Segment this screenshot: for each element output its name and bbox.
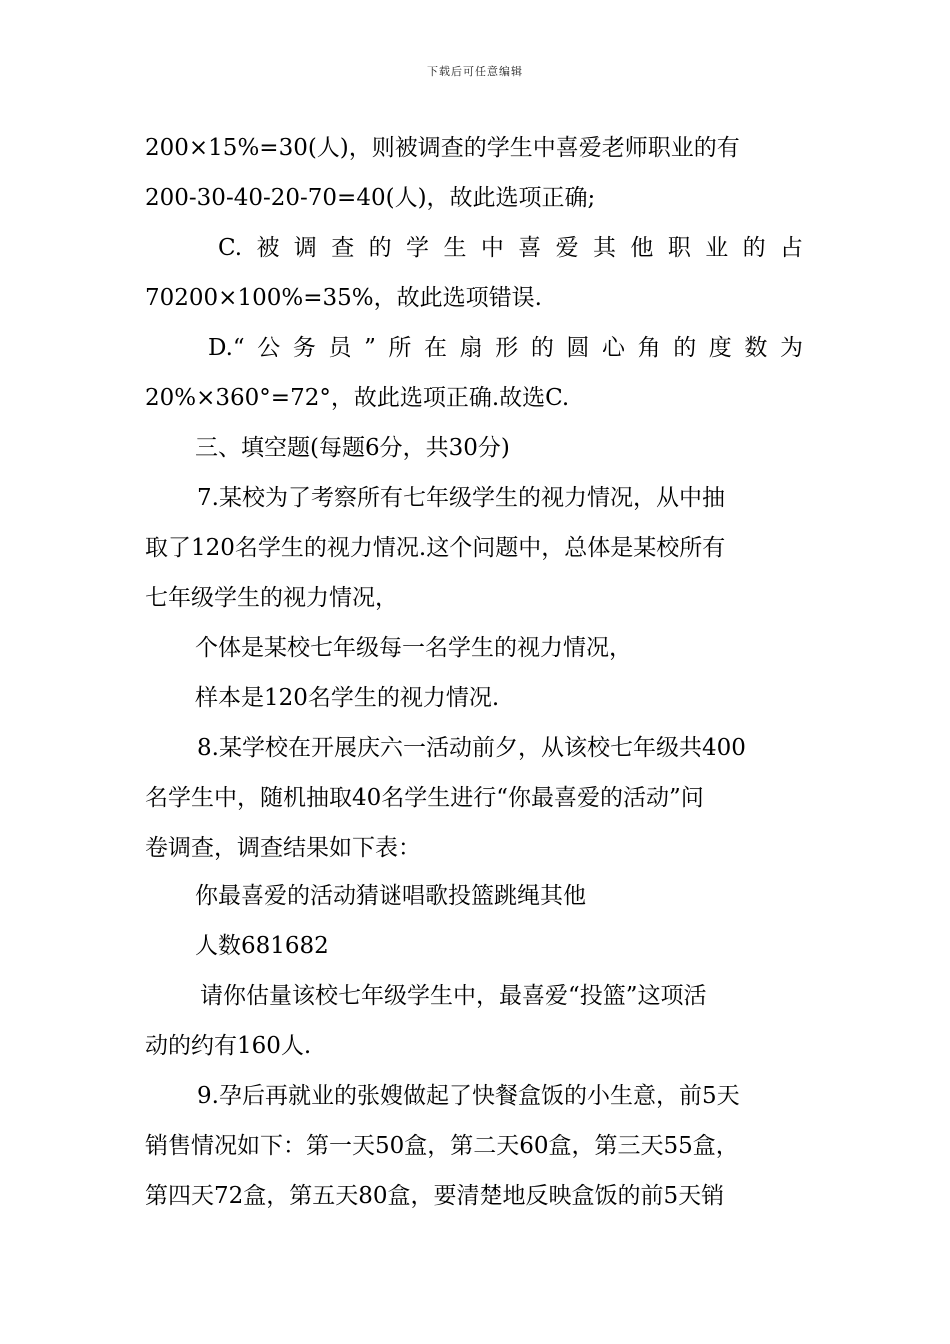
text-line: 销售情况如下：第一天50盒，第二天60盒，第三天55盒， (145, 1133, 739, 1159)
table-value-row: 人数681682 (195, 933, 329, 959)
text-line: 第四天72盒，第五天80盒，要清楚地反映盒饭的前5天销 (145, 1183, 725, 1209)
text-line: 样本是120名学生的视力情况. (195, 685, 500, 711)
text-line: 9.孕后再就业的张嫂做起了快餐盒饭的小生意，前5天 (197, 1083, 740, 1109)
text-line: 名学生中，随机抽取40名学生进行“你最喜爱的活动”问 (145, 785, 704, 811)
text-line: 70200×100%=35%，故此选项错误. (145, 285, 542, 311)
text-line: 动的约有160人. (145, 1033, 312, 1059)
page-header: 下载后可任意编辑 (427, 65, 523, 78)
text-line: D.“公务员”所在扇形的圆心角的度数为 (208, 335, 803, 361)
text-line: 个体是某校七年级每一名学生的视力情况， (195, 635, 632, 661)
text-line: 8.某学校在开展庆六一活动前夕，从该校七年级共400 (197, 735, 746, 761)
text-line: 七年级学生的视力情况， (145, 585, 398, 611)
text-line: 20%×360°=72°，故此选项正确.故选C. (145, 385, 570, 411)
text-line: 请你估量该校七年级学生中，最喜爱“投篮”这项活 (200, 983, 707, 1009)
text-line: 取了120名学生的视力情况.这个问题中，总体是某校所有 (145, 535, 726, 561)
table-header-row: 你最喜爱的活动猜谜唱歌投篮跳绳其他 (195, 883, 586, 909)
text-line: 卷调查，调查结果如下表： (145, 835, 421, 861)
text-line: C.被调查的学生中喜爱其他职业的占 (218, 235, 803, 261)
section-heading: 三、填空题(每题6分，共30分) (195, 435, 510, 461)
text-line: 200-30-40-20-70=40(人)，故此选项正确; (145, 185, 596, 211)
text-line: 200×15%=30(人)，则被调查的学生中喜爱老师职业的有 (145, 135, 740, 161)
text-line: 7.某校为了考察所有七年级学生的视力情况，从中抽 (197, 485, 725, 511)
